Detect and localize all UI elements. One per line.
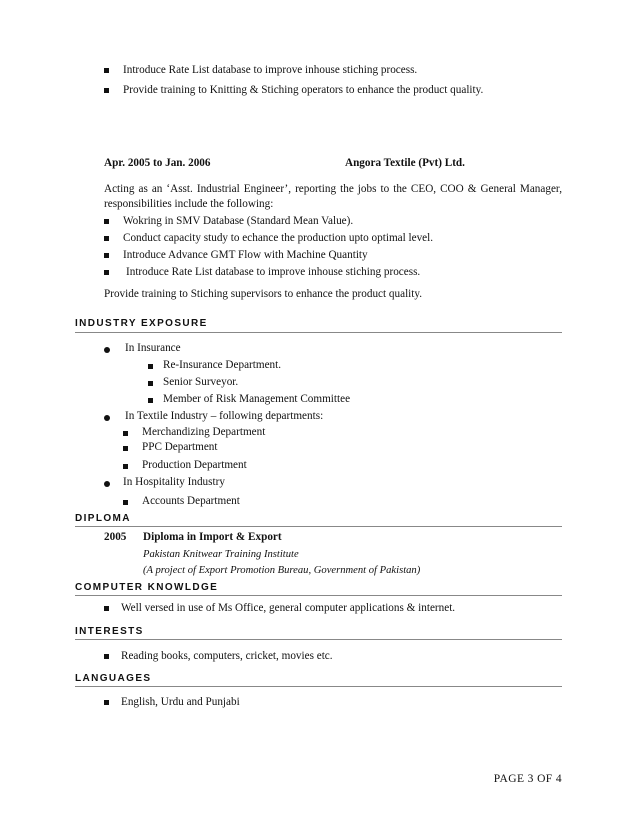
bullet-square-icon xyxy=(104,654,109,659)
list-item: Senior Surveyor. xyxy=(163,376,239,388)
page-number: PAGE 3 OF 4 xyxy=(493,773,562,785)
bullet-square-icon xyxy=(104,88,109,93)
section-heading-industry: INDUSTRY EXPOSURE xyxy=(75,318,208,329)
section-divider xyxy=(75,686,562,687)
bullet-dot-icon xyxy=(104,347,110,353)
list-item: Production Department xyxy=(142,459,247,471)
bullet-square-icon xyxy=(148,398,153,403)
list-item: Member of Risk Management Committee xyxy=(163,393,351,405)
list-item: Conduct capacity study to echance the production upto optimal level. xyxy=(123,232,434,244)
list-item: In Insurance xyxy=(125,342,181,354)
section-heading-languages: LANGUAGES xyxy=(75,673,152,684)
diploma-institute: Pakistan Knitwear Training Institute xyxy=(143,549,299,560)
list-item: English, Urdu and Punjabi xyxy=(121,696,240,708)
bullet-dot-icon xyxy=(104,481,110,487)
list-item: Wokring in SMV Database (Standard Mean Value). xyxy=(123,215,354,227)
bullet-square-icon xyxy=(123,431,128,436)
section-divider xyxy=(75,639,562,640)
list-item: Introduce Advance GMT Flow with Machine Quantity xyxy=(123,249,368,261)
list-item: Merchandizing Department xyxy=(142,426,266,438)
job-intro-line1: Acting as an ‘Asst. Industrial Engineer’, reporting the jobs to the CEO, COO & General Manager, xyxy=(104,183,562,195)
section-heading-computer: COMPUTER KNOWLDGE xyxy=(75,582,219,593)
bullet-square-icon xyxy=(104,270,109,275)
list-item: Reading books, computers, cricket, movies etc. xyxy=(121,650,333,662)
bullet-square-icon xyxy=(104,253,109,258)
job-period: Apr. 2005 to Jan. 2006 xyxy=(104,157,211,169)
diploma-title: Diploma in Import & Export xyxy=(143,531,282,543)
bullet-square-icon xyxy=(104,606,109,611)
bullet-square-icon xyxy=(123,500,128,505)
bullet-square-icon xyxy=(104,68,109,73)
list-item: In Hospitality Industry xyxy=(123,476,225,488)
list-item: Introduce Rate List database to improve inhouse stiching process. xyxy=(123,64,418,76)
list-item: Provide training to Knitting & Stiching operators to enhance the product quality. xyxy=(123,84,484,96)
diploma-year: 2005 xyxy=(104,531,127,543)
bullet-square-icon xyxy=(148,381,153,386)
section-divider xyxy=(75,526,562,527)
bullet-square-icon xyxy=(148,364,153,369)
job-closing: Provide training to Stiching supervisors to enhance the product quality. xyxy=(104,288,423,300)
bullet-square-icon xyxy=(104,700,109,705)
bullet-square-icon xyxy=(104,236,109,241)
list-item: In Textile Industry – following departments: xyxy=(125,410,324,422)
bullet-square-icon xyxy=(104,219,109,224)
section-heading-diploma: DIPLOMA xyxy=(75,513,131,524)
section-divider xyxy=(75,332,562,333)
bullet-square-icon xyxy=(123,464,128,469)
diploma-note: (A project of Export Promotion Bureau, Government of Pakistan) xyxy=(143,565,421,576)
list-item: Accounts Department xyxy=(142,495,240,507)
bullet-square-icon xyxy=(123,446,128,451)
section-divider xyxy=(75,595,562,596)
bullet-dot-icon xyxy=(104,415,110,421)
section-heading-interests: INTERESTS xyxy=(75,626,144,637)
list-item: PPC Department xyxy=(142,441,218,453)
list-item: Introduce Rate List database to improve inhouse stiching process. xyxy=(126,266,421,278)
list-item: Re-Insurance Department. xyxy=(163,359,282,371)
list-item: Well versed in use of Ms Office, general computer applications & internet. xyxy=(121,602,456,614)
job-intro-line2: responsibilities include the following: xyxy=(104,198,274,210)
job-company: Angora Textile (Pvt) Ltd. xyxy=(345,157,465,169)
